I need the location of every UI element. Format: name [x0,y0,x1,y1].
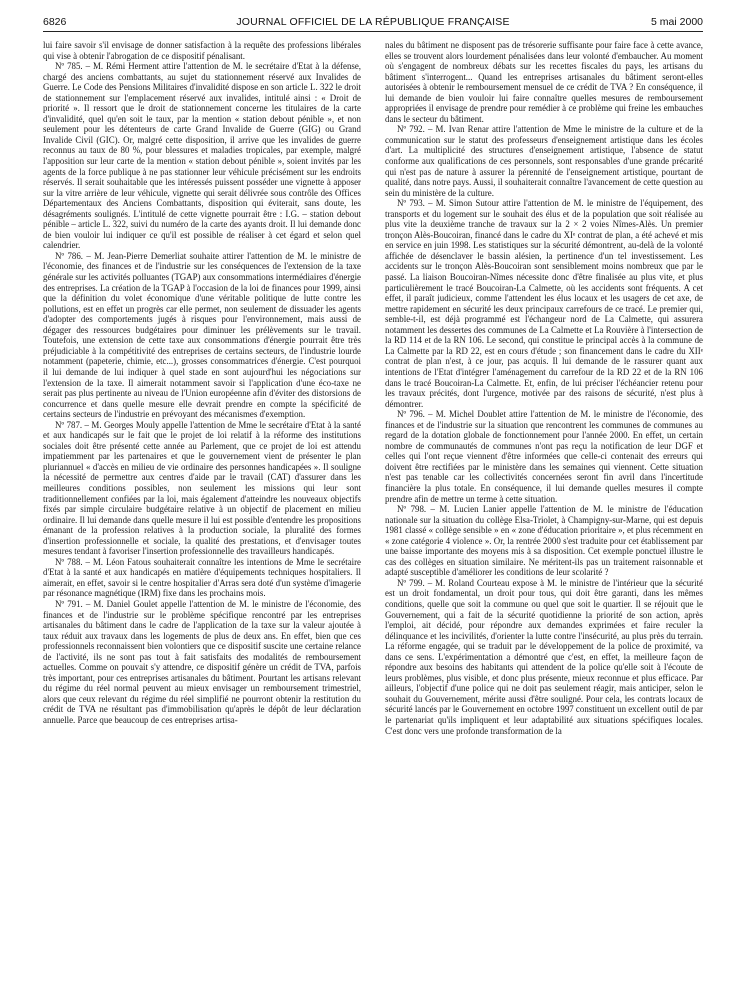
question-787: Nº 787. – M. Georges Mouly appelle l'attention de Mme le secrétaire d'Etat à la santé et aux handicapés sur le fait que le projet de loi relatif à la réforme des institutions sociales doit être présenté cette année au Parlement, que ce projet de loi est attendu impatiemment par les partenaires et que le gouvernement vient de présenter le plan pluriannuel « d'accès en milieu de vie ordinaire des personnes handicapées ». Il souligne la nécessité de permettre aux centres d'aide par le travail (CAT) d'assurer dans les meilleures conditions possibles, non seulement les missions qui leur sont traditionnellement confiées par la loi, mais également d'atteindre les nouveaux objectifs fixés par simple circulaire budgétaire relative à un objectif de placement en milieu ordinaire. Il lui demande dans quelle mesure il lui est possible d'entendre les propositions émanant de la profession relatives à la production sociale, la pluralité des formes d'insertion professionnelle et sociale, la qualité des prestations, et d'envisager toutes mesures tendant à favoriser l'insertion professionnelle des travailleurs handicapés. [43,419,361,557]
right-column [385,40,703,982]
question-799: Nº 799. – M. Roland Courteau expose à M. le ministre de l'intérieur que la sécurité est un droit fondamental, un droit pour tous, qui doit être garanti, dans les mêmes conditions, quelle que soit la commune ou quel que soit le quartier. Il se réjouit que le Gouvernement, qui a fait de la sécurité quotidienne la priorité de son action, après l'emploi, ait décidé, pour répondre aux demandes exprimées et faire reculer la délinquance et les incivilités, d'orienter la lutte contre l'insécurité, au plus près du terrain. La réforme engagée, qui se traduit par le développement de la police de proximité, va dans ce sens. L'expérimentation a démontré que c'est, en effet, la meilleure façon de répondre aux besoins des habitants qui attendent de la police qu'elle soit à l'écoute de leurs problèmes, plus visible, et donc plus présente, mieux reconnue et plus efficace. Par ailleurs, l'objectif d'une police qui ne doit pas seulement réagir, mais anticiper, selon le souhait du Gouvernement, mérite aussi d'être souligné. Pour cela, les contrats locaux de sécurité lancés par le Gouvernement en octobre 1997 constituent un excellent outil de par le partenariat qu'ils impliquent et leur adaptabilité aux situations spécifiques locales. C'est donc vers une profonde transformation de la [385,577,703,736]
header-rule [43,31,703,32]
question-785: Nº 785. – M. Rémi Herment attire l'attention de M. le secrétaire d'Etat à la défense, chargé des anciens combattants, au sujet du stationnement réservé aux Invalides de Guerre. Le Code des Pensions Militaires d'invalidité dispose en son article L. 322 le droit de stationnement sur l'emplacement réservé aux invalides, intitulé ainsi : « Droit de priorité ». Il ressort que le droit de stationnement concerne les titulaires de la carte d'invalidité, quel qu'en soit le taux, par la mention « station debout pénible », et non seulement pour les détenteurs de carte Grand Invalide de Guerre (GIG) ou Grand Invalide Civil (GIC). Or, malgré cette disposition, il arrive que les invalides de guerre reconnus au taux de 80 %, pour blessures et maladies tropicales, par exemple, malgré l'apposition sur leur carte de la mention « station debout pénible », soient invités par les agents de la force publique à ne pas stationner leur véhicule précisément sur les endroits réservés. Il serait souhaitable que les intéressés puissent posséder une vignette à apposer sur la vitre arrière de leur véhicule, vignette qui serait délivrée sous contrôle des Offices Départementaux des Anciens Combattants, disposition qui éviterait, sans doute, les désagréments soulignés. L'intitulé de cette vignette pourrait être : I.G. – station debout pénible – article L. 322, suivi du numéro de la carte des ayants droit. Il lui demande donc de bien vouloir lui indiquer ce qu'il est possible de réaliser à cet égard et selon quel calendrier. [43,61,361,251]
paragraph-continued: lui faire savoir s'il envisage de donner satisfaction à la requête des professions libérales qui vise à obtenir l'abrogation de ce dispositif pénalisant. [43,40,361,61]
question-791: Nº 791. – M. Daniel Goulet appelle l'attention de M. le ministre de l'économie, des finances et de l'industrie sur le problème spécifique rencontré par les entreprises artisanales du bâtiment dans le cadre de l'application de la taxe sur la valeur ajoutée à taux réduit aux travaux dans les logements de plus de deux ans. En effet, bien que ces professionnels reconnaissent bien volontiers que ce dispositif suscite une certaine relance de l'activité, ils ne sont pas tout à fait satisfaits des modalités de remboursement actuelles. Comme on pouvait s'y attendre, ce dispositif génère un crédit de TVA, parfois très important, pour ces entreprises artisanales du bâtiment. Pourtant les artisans relevant du régime du réel normal peuvent au mieux envisager un remboursement trimestriel, alors que ceux relevant du régime du réel simplifié ne pourront obtenir la restitution du crédit de TVA ne résultant pas d'immobilisation qu'après le dépôt de leur déclaration annuelle. Parce que beaucoup de ces entreprises artisa- [43,598,361,725]
question-788: Nº 788. – M. Léon Fatous souhaiterait connaître les intentions de Mme le secrétaire d'Etat à la santé et aux handicapés en matière d'équipements techniques hospitaliers. Il aimerait, en effet, savoir si le centre hospitalier d'Arras sera doté d'un système d'imagerie par résonance magnétique (IRM) fixe dans les prochains mois. [43,556,361,599]
left-column [43,40,361,982]
page-number: 6826 [43,16,67,28]
page-header [43,16,703,30]
question-792: Nº 792. – M. Ivan Renar attire l'attention de Mme le ministre de la culture et de la communication sur le statut des professeurs d'enseignement artistique dans les écoles d'art. La multiplicité des structures d'enseignement artistique, l'absence de statut conforme aux qualifications de ces personnels, sont responsables d'une grande précarité qui n'est pas de nature à assurer la pérennité de l'enseignement artistique, pourtant de qualité, dans notre pays. Aussi, il souhaiterait connaître l'avancement de cette question au sein du ministère de la culture. [385,124,703,198]
question-798: Nº 798. – M. Lucien Lanier appelle l'attention de M. le ministre de l'éducation nationale sur la situation du collège Elsa-Triolet, à Champigny-sur-Marne, qui est depuis 1981 classé « collège sensible » en « zone d'éducation prioritaire », et plus récemment en « zone catégorie 4 violence ». Or, la rentrée 2000 s'est traduite pour cet établissement par une baisse importante des moyens mis à sa disposition. Cet exemple ponctuel illustre le cas des collèges en situation similaire. Ne méritent-ils pas un traitement raisonnable et adapté susceptible d'améliorer les conditions de leur scolarité ? [385,504,703,578]
question-793: Nº 793. – M. Simon Sutour attire l'attention de M. le ministre de l'équipement, des transports et du logement sur le souhait des élus et de la population que soit réalisée au plus vite la deuxième tranche de travaux sur la 2 × 2 voies Nîmes-Alès. Un premier tronçon Alès-Boucoiran, financé dans le cadre du XIᵉ contrat de plan, a été achevé et mis en service en juin 1998. Les statistiques sur la sécurité démontrent, au-delà de la volonté affichée de désenclaver le bassin alésien, la pertinence d'un tel investissement. Les accidents sur le tronçon Alès-Boucoiran sont sensiblement moins nombreux que par le passé. La liaison Boucoiran-Nîmes nécessite donc d'être finalisée au plus vite, et plus particulièrement le tracé Boucoiran-La Calmette, où les accidents sont fréquents. A cet effet, il paraît judicieux, comme l'attendent les élus locaux et les usagers de cet axe, de mettre rapidement en sécurité les deux principaux carrefours de ce tracé. Le premier qui, semble-t-il, est déjà programmé est l'échangeur nord de La Calmette, qui assurera notamment les dessertes des communes de La Calmette et La Rouvière à l'intersection de la RD 114 et de la RN 106. Le second, qui constitue le principal accès à la commune de La Calmette par la RD 22, est en cours d'étude ; son financement dans le cadre du XIIᵉ contrat de plan n'est, à ce jour, pas acquis. Il lui demande de le rassurer quant aux intentions de l'Etat d'intégrer l'aménagement du carrefour de la RD 22 et de la RN 106 dans le tracé Boucoiran-La Calmette. Et, enfin, de lui préciser l'échéancier retenu pour les travaux précités, dont l'urgence, motivée par des raisons de sécurité, n'est plus à démontrer. [385,198,703,409]
issue-date: 5 mai 2000 [651,16,703,28]
question-786: Nº 786. – M. Jean-Pierre Demerliat souhaite attirer l'attention de M. le ministre de l'économie, des finances et de l'industrie sur les conséquences de l'extension de la taxe générale sur les activités polluantes (TGAP) aux consommations intermédiaires d'énergie des entreprises. La création de la TGAP à l'occasion de la loi de finances pour 1999, ainsi que la définition du volet économique d'une véritable politique de lutte contre les pollutions, est en effet un progrès car elle permet, non seulement de dissuader les agents d'adopter des comportements jugés à risques pour l'environnement, mais aussi de dégager des ressources budgétaires pour diminuer les prélèvements sur le travail. Toutefois, une extension de cette taxe aux consommations d'énergie pourrait être très préjudiciable à la compétitivité des entreprises de certains secteurs, de l'industrie lourde notamment (papeterie, chimie, etc...), grosses consommatrices d'énergie. C'est pourquoi il lui demande de lui indiquer à quel stade en sont aujourd'hui les négociations sur l'extension de la taxe. Il aimerait notamment savoir si l'application d'une éco-taxe ne serait pas plus pertinente au niveau de l'Union européenne afin d'éviter des distorsions de concurrence et dans quelle mesure elle devrait prendre en compte la spécificité de certains secteurs de l'industrie en prévoyant des mécanismes d'exemption. [43,250,361,420]
journal-title: JOURNAL OFFICIEL DE LA RÉPUBLIQUE FRANÇAISE [236,16,510,28]
question-796: Nº 796. – M. Michel Doublet attire l'attention de M. le ministre de l'économie, des finances et de l'industrie sur la situation que rencontrent les communes de communes au regard de la dotation globale de fonctionnement pour l'année 2000. En effet, un certain nombre de communautés de communes n'ont pas reçu la notification de leur DGF et celles qui l'ont reçue viennent d'être informées que celle-ci contenait des erreurs qui doivent être rectifiées par le ministère dans les semaines qui viennent. Cette situation n'est pas tenable car les collectivités concernées seront fin avril dans l'incertitude financière la plus totale. En conséquence, il lui demande quelles mesures il compte prendre afin de mettre un terme à cette situation. [385,409,703,504]
paragraph-continued: nales du bâtiment ne disposent pas de trésorerie suffisante pour faire face à cette avance, elles se trouvent alors lourdement pénalisées dans leur volonté d'embaucher. Au moment où s'engagent de nombreux débats sur les recettes fiscales du pays, les artisans du bâtiment s'interrogent... Quand les entreprises artisanales du bâtiment seront-elles autorisées à obtenir le remboursement mensuel de ce crédit de TVA ? En conséquence, il lui demande de bien vouloir lui faire connaître quelles mesures de remboursement appropriées il envisage de prendre pour remédier à ce problème qui freine les embauches dans le secteur du bâtiment. [385,40,703,124]
